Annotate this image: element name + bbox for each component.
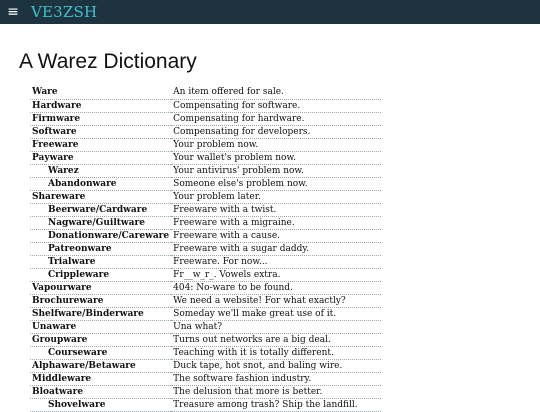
table-row (30, 190, 381, 203)
table-row (30, 307, 381, 320)
term: Abandonware (30, 177, 171, 190)
term: Unaware (30, 320, 171, 333)
hamburger-menu-icon[interactable] (3, 0, 23, 24)
warez-dictionary-table (30, 86, 381, 412)
term: Software (30, 125, 171, 138)
definition: Your antivirus' problem now. (171, 164, 381, 177)
table-row (30, 320, 381, 333)
site-name-link[interactable]: VE3ZSH (31, 3, 98, 21)
definition: Compensating for developers. (171, 125, 381, 138)
definition: 404: No-ware to be found. (171, 281, 381, 294)
definition: Compensating for hardware. (171, 112, 381, 125)
term: Crippleware (30, 268, 171, 281)
table-row-sub (30, 203, 381, 216)
term: Patreonware (30, 242, 171, 255)
table-row (30, 333, 381, 346)
term: Courseware (30, 346, 171, 359)
definition: Compensating for software. (171, 99, 381, 112)
definition: Freeware with a sugar daddy. (171, 242, 381, 255)
term: Ware (30, 86, 171, 99)
table-row (30, 138, 381, 151)
term: Brochureware (30, 294, 171, 307)
definition: Freeware with a migraine. (171, 216, 381, 229)
definition: Treasure among trash? Ship the landfill. (171, 398, 381, 411)
table-row (30, 294, 381, 307)
definition: Your problem now. (171, 138, 381, 151)
table-row (30, 112, 381, 125)
definition: The delusion that more is better. (171, 385, 381, 398)
top-navigation-bar (0, 0, 540, 24)
table-row-sub (30, 346, 381, 359)
table-row-sub (30, 268, 381, 281)
definition: We need a website! For what exactly? (171, 294, 381, 307)
term: Freeware (30, 138, 171, 151)
definition: Your wallet's problem now. (171, 151, 381, 164)
term: Vapourware (30, 281, 171, 294)
menu-glyph: ≡ (7, 4, 19, 20)
table-row (30, 99, 381, 112)
table-row-sub (30, 216, 381, 229)
definition: Fr__w_r_. Vowels extra. (171, 268, 381, 281)
table-row (30, 86, 381, 99)
definition: Turns out networks are a big deal. (171, 333, 381, 346)
definition: Someday we'll make great use of it. (171, 307, 381, 320)
term: Nagware/Guiltware (30, 216, 171, 229)
definition: Una what? (171, 320, 381, 333)
term: Trialware (30, 255, 171, 268)
table-row (30, 372, 381, 385)
definition: Freeware with a twist. (171, 203, 381, 216)
term: Warez (30, 164, 171, 177)
term: Shovelware (30, 398, 171, 411)
definition: Teaching with it is totally different. (171, 346, 381, 359)
definition: Duck tape, hot snot, and baling wire. (171, 359, 381, 372)
term: Groupware (30, 333, 171, 346)
definition: Your problem later. (171, 190, 381, 203)
table-row (30, 281, 381, 294)
table-row-sub (30, 164, 381, 177)
definition: The software fashion industry. (171, 372, 381, 385)
term: Alphaware/Betaware (30, 359, 171, 372)
table-row (30, 359, 381, 372)
table-row-sub (30, 229, 381, 242)
term: Donationware/Careware (30, 229, 171, 242)
definition: Someone else's problem now. (171, 177, 381, 190)
term: Payware (30, 151, 171, 164)
definition: Freeware with a cause. (171, 229, 381, 242)
term: Shareware (30, 190, 171, 203)
definition: An item offered for sale. (171, 86, 381, 99)
table-row (30, 385, 381, 398)
term: Firmware (30, 112, 171, 125)
table-row-sub (30, 255, 381, 268)
page-title: A Warez Dictionary (19, 50, 197, 73)
term: Beerware/Cardware (30, 203, 171, 216)
table-row (30, 151, 381, 164)
table-row (30, 125, 381, 138)
term: Bloatware (30, 385, 171, 398)
term: Hardware (30, 99, 171, 112)
term: Shelfware/Binderware (30, 307, 171, 320)
table-row-sub (30, 177, 381, 190)
definition: Freeware. For now... (171, 255, 381, 268)
table-row-sub (30, 242, 381, 255)
term: Middleware (30, 372, 171, 385)
